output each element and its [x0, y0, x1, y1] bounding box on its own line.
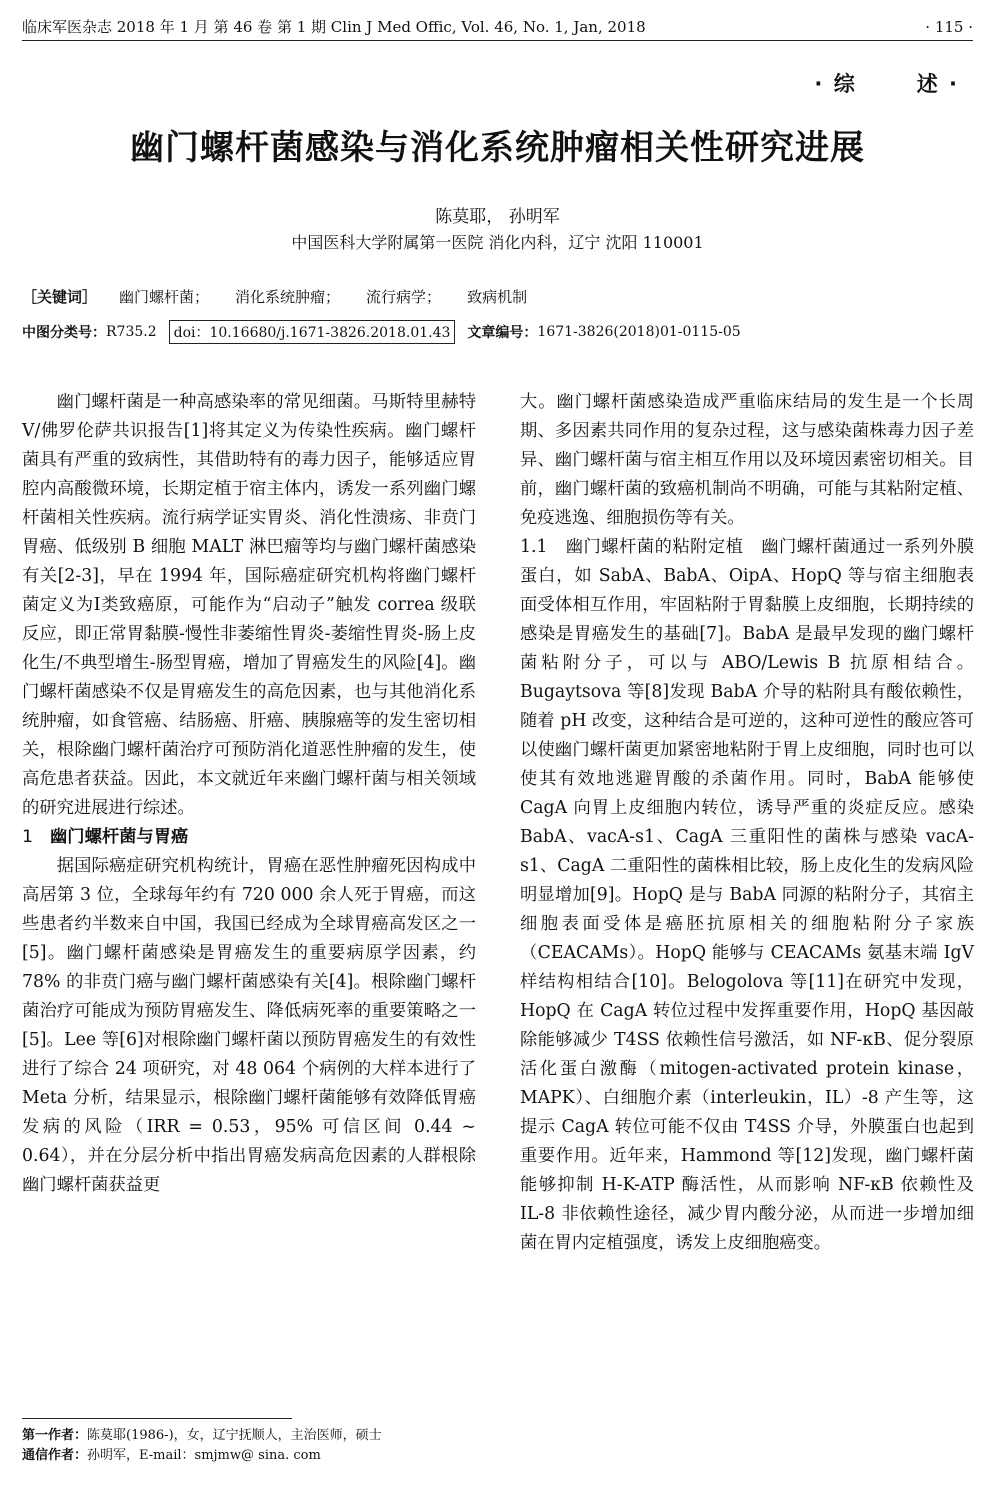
- section-label-part1: · 综: [814, 72, 857, 96]
- keywords-label: ［关键词］: [22, 288, 98, 306]
- keyword: 流行病学；: [366, 288, 442, 306]
- body-column-left: [22, 388, 476, 1200]
- footnote-divider: [22, 1418, 292, 1419]
- subsection-paragraph: 1.1 幽门螺杆菌的粘附定植 幽门螺杆菌通过一系列外膜蛋白，如 SabA、BabA、OipA、HopQ 等与宿主细胞表面受体相互作用，牢固粘附于胃黏膜上皮细胞，长期持续的感染是胃癌发生的基础[7]。BabA 是最早发现的幽门螺杆菌粘附分子，可以与 ABO/Lewis B 抗原相结合。Bugaytsova 等[8]发现 BabA 介导的粘附具有酸依赖性，随着 pH 改变，这种结合是可逆的，这种可逆性的酸应答可以使幽门螺杆菌更加紧密地粘附于胃上皮细胞，同时也可以使其有效地逃避胃酸的杀菌作用。同时，BabA 能够使 CagA 向胃上皮细胞内转位，诱导严重的炎症反应。感染 BabA、vacA-s1、CagA 三重阳性的菌株与感染 vacA-s1、CagA 二重阳性的菌株相比较，肠上皮化生的发病风险明显增加[9]。HopQ 是与 BabA 同源的粘附分子，其宿主细胞表面受体是癌胚抗原相关的细胞粘附分子家族（CEACAMs）。HopQ 能够与 CEACAMs 氨基末端 IgV 样结构相结合[10]。Belogolova 等[11]在研究中发现，HopQ 在 CagA 转位过程中发挥重要作用，HopQ 基因敲除能够减少 T4SS 依赖性信号激活，如 NF-κB、促分裂原活化蛋白激酶（mitogen-activated protein kinase，MAPK）、白细胞介素（interleukin，IL）-8 产生等，这提示 CagA 转位可能不仅由 T4SS 介导，外膜蛋白也起到重要作用。近年来，Hammond 等[12]发现，幽门螺杆菌能够抑制 H-K-ATP 酶活性，从而影响 NF-κB 依赖性及 IL-8 非依赖性途径，减少胃内酸分泌，从而进一步增加细菌在胃内定植强度，诱发上皮细胞癌变。: [520, 537, 974, 1253]
- article-title: 幽门螺杆菌感染与消化系统肿瘤相关性研究进展: [130, 128, 865, 168]
- doi: doi：10.16680/j.1671-3826.2018.01.43: [169, 320, 456, 344]
- keyword: 致病机制: [467, 288, 528, 306]
- body-column-right: [520, 388, 974, 1258]
- keyword: 幽门螺杆菌；: [119, 288, 210, 306]
- running-head: [22, 14, 973, 41]
- section-heading: [22, 823, 476, 852]
- journal-citation: 临床军医杂志 2018 年 1 月 第 46 卷 第 1 期 Clin J Med Offic, Vol. 46, No. 1, Jan, 2018: [22, 18, 646, 36]
- corresponding-author-note: [22, 1446, 382, 1466]
- footnotes: [22, 1426, 382, 1466]
- keywords: [22, 286, 527, 307]
- first-author-note: [22, 1426, 382, 1446]
- page-number: · 115 ·: [925, 18, 973, 36]
- body-paragraph: 据国际癌症研究机构统计，胃癌在恶性肿瘤死因构成中高居第 3 位，全球每年约有 720 000 余人死于胃癌，而这些患者约半数来自中国，我国已经成为全球胃癌高发区之一[5]。幽门螺杆菌感染是胃癌发生的重要病原学因素，约 78% 的非贲门癌与幽门螺杆菌感染有关[4]。根除幽门螺杆菌治疗可能成为预防胃癌发生、降低病死率的重要策略之一[5]。Lee 等[6]对根除幽门螺杆菌以预防胃癌发生的有效性进行了综合 24 项研究，对 48 064 个病例的大样本进行了 Meta 分析，结果显示，根除幽门螺杆菌能够有效降低胃癌发病的风险（IRR = 0.53，95% 可信区间 0.44 ~ 0.64），并在分层分析中指出胃癌发病高危因素的人群根除幽门螺杆菌获益更: [22, 856, 476, 1195]
- first-author-text: 陈莫耶(1986-)，女，辽宁抚顺人，主治医师，硕士: [87, 1428, 382, 1443]
- section-label-part2: 述 ·: [916, 72, 959, 96]
- corresponding-author-text: 孙明军，E-mail：smjmw@ sina. com: [87, 1448, 321, 1463]
- first-author-label: 第一作者：: [22, 1428, 88, 1443]
- body-paragraph: 大。幽门螺杆菌感染造成严重临床结局的发生是一个长周期、多因素共同作用的复杂过程，这与感染菌株毒力因子差异、幽门螺杆菌与宿主相互作用以及环境因素密切相关。目前，幽门螺杆菌的致癌机制尚不明确，可能与其粘附定植、免疫逃逸、细胞损伤等有关。: [520, 392, 974, 528]
- classification-line: [22, 320, 741, 344]
- affiliation: 中国医科大学附属第一医院 消化内科，辽宁 沈阳 110001: [291, 233, 704, 252]
- authors: 陈莫耶， 孙明军: [435, 207, 560, 227]
- intro-paragraph: 幽门螺杆菌是一种高感染率的常见细菌。马斯特里赫特 V/佛罗伦萨共识报告[1]将其定义为传染性疾病。幽门螺杆菌具有严重的致病性，其借助特有的毒力因子，能够适应胃腔内高酸微环境，长期定植于宿主体内，诱发一系列幽门螺杆菌相关性疾病。流行病学证实胃炎、消化性溃疡、非贲门胃癌、低级别 B 细胞 MALT 淋巴瘤等均与幽门螺杆菌感染有关[2-3]，早在 1994 年，国际癌症研究机构将幽门螺杆菌定义为Ⅰ类致癌原，可能作为“启动子”触发 correa 级联反应，即正常胃黏膜-慢性非萎缩性胃炎-萎缩性胃炎-肠上皮化生/不典型增生-肠型胃癌，增加了胃癌发生的风险[4]。幽门螺杆菌感染不仅是胃癌发生的高危因素，也与其他消化系统肿瘤，如食管癌、结肠癌、肝癌、胰腺癌等的发生密切相关，根除幽门螺杆菌治疗可预防消化道恶性肿瘤的发生，使高危患者获益。因此，本文就近年来幽门螺杆菌与相关领域的研究进展进行综述。: [22, 392, 476, 818]
- section-title: 幽门螺杆菌与胃癌: [50, 827, 189, 847]
- article-number-label: 文章编号：: [467, 325, 538, 341]
- section-label: [814, 68, 959, 98]
- clc-label: 中图分类号：: [22, 325, 106, 341]
- clc-value: R735.2: [106, 324, 157, 340]
- keyword: 消化系统肿瘤；: [235, 288, 341, 306]
- article-number-value: 1671-3826(2018)01-0115-05: [537, 324, 741, 340]
- section-number: 1: [22, 827, 33, 847]
- corresponding-author-label: 通信作者：: [22, 1448, 88, 1463]
